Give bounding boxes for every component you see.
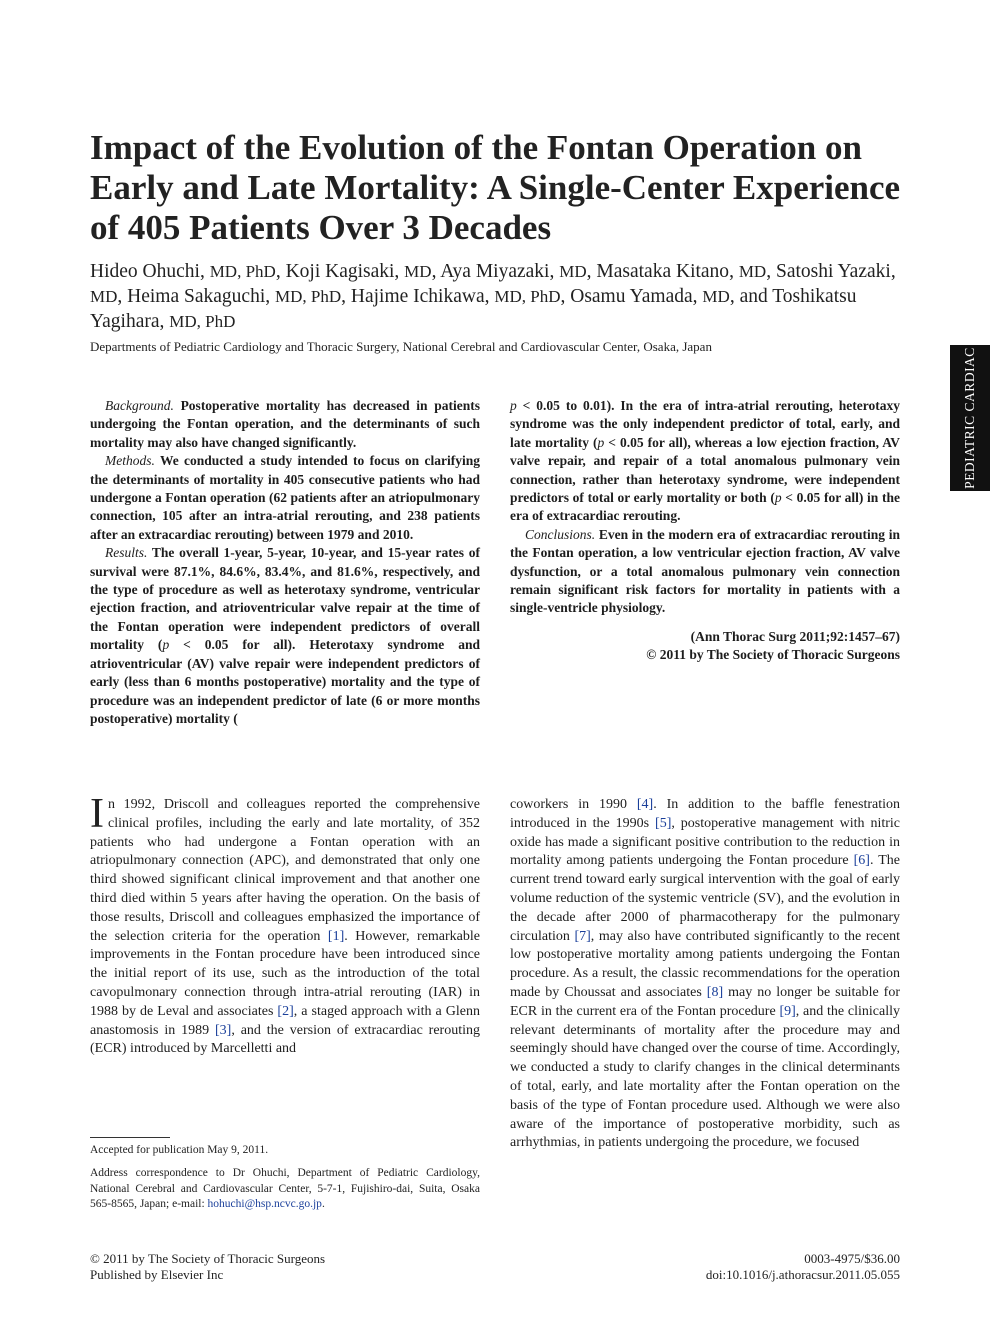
author-degree: MD xyxy=(90,287,118,306)
conclusions-label: Conclusions. xyxy=(525,526,596,542)
abstract-copyright: © 2011 by The Society of Thoracic Surgeons xyxy=(646,647,900,663)
author-name: Aya Miyazaki xyxy=(440,261,550,282)
abstract-right-column xyxy=(510,397,900,665)
journal-citation: (Ann Thorac Surg 2011;92:1457–67) © 2011 by The Society of Thoracic Surgeons xyxy=(646,628,900,663)
author-degree: MD, PhD xyxy=(209,262,276,281)
author-degree: MD, PhD xyxy=(275,287,342,306)
footer-issn: 0003-4975/$36.00 xyxy=(804,1251,900,1266)
abstract-results-continued: p < 0.05 to 0.01). In the era of intra-atrial rerouting, heterotaxy syndrome was the only independent predictor of total, early, and late mortality (p < 0.05 for all), whereas a low ejection fraction, AV valve repair, and repair of a total anomalous pulmonary vein connection, rather than heterotaxy syndrome, were independent predictors of total or early mortality or both (p < 0.05 for all) in the era of extracardiac rerouting. xyxy=(510,398,900,524)
abstract-left-column xyxy=(90,397,480,728)
footnote-divider xyxy=(90,1137,170,1138)
author-degree: MD xyxy=(738,262,767,281)
intro-paragraph: In 1992, Driscoll and colleagues reported the comprehensive clinical profiles, including the early and late mortality, of 352 patients who had undergone a Fontan operation with an atriopulmonary connection (APC), and demonstrated that only one third showed significant clinical improvement and that another one third died within 5 years after having the operation. On the basis of those results, Driscoll and colleagues emphasized the importance of the selection criteria for the operation [1]. However, remarkable improvements in the Fontan procedure have been introduced since the initial report of its use, such as the introduction of the total cavopulmonary connection through intra-atrial rerouting (IAR) in 1988 by de Leval and associates [2], a staged approach with a Glenn anastomosis in 1989 [3], and the version of extracardiac rerouting (ECR) introduced by Marcelletti and xyxy=(90,791,480,1057)
abstract-conclusions: Conclusions. Even in the modern era of extracardiac rerouting in the Fontan operation, a low ventricular ejection fraction, AV valve dysfunction, or a total anomalous pulmonary vein connection remain significant risk factors for mortality in patients with a single-ventricle physiology. xyxy=(510,526,900,616)
results-label: Results. xyxy=(105,545,148,561)
background-label: Background. xyxy=(105,398,174,413)
author-name: Hideo Ohuchi xyxy=(90,261,200,282)
footer-right xyxy=(706,1251,900,1283)
reference-link[interactable]: [6] xyxy=(853,853,870,869)
body-left-column xyxy=(90,791,480,1059)
footer-publisher: Published by Elsevier Inc xyxy=(90,1267,224,1282)
reference-link[interactable]: [8] xyxy=(706,984,724,1000)
author-list: Hideo Ohuchi, MD, PhD, Koji Kagisaki, MD, Aya Miyazaki, MD, Masataka Kitano, MD, Satoshi Yazaki, MD, Heima Sakaguchi, MD, PhD, Hajime Ichikawa, MD, PhD, Osamu Yamada, MD, and Toshikatsu Yagihara, MD, PhD xyxy=(90,261,896,332)
accepted-note: Accepted for publication May 9, 2011. xyxy=(90,1144,269,1156)
reference-link[interactable]: [9] xyxy=(779,1003,796,1019)
reference-link[interactable]: [7] xyxy=(574,928,591,944)
author-name: Koji Kagisaki xyxy=(285,261,395,282)
reference-link[interactable]: [5] xyxy=(655,815,672,831)
intro-paragraph-continued: coworkers in 1990 [4]. In addition to the baffle fenestration introduced in the 1990s [5], postoperative management with nitric oxide has made a significant positive contribution to the reduction in mortality among patients undergoing the Fontan procedure [6]. The current trend toward early surgical intervention with the goal of early volume reduction of the systemic ventricle (SV), and the evolution in the decade after 2000 of pharmacotherapy for the pulmonary circulation [7], may also have contributed significantly to the recent low postoperative mortality among patients undergoing the Fontan procedure. As a result, the classic recommendations for the operation made by Choussat and associates [8] may no longer be suitable for ECR in the current era of the Fontan procedure [9], and the clinically relevant determinants of mortality after the procedure may and seemingly should have changed over the course of time. Accordingly, we conducted a study to clarify changes in the clinical determinants of total, early, and late mortality after the Fontan operation on the basis of the type of Fontan procedure used. Although we were also aware of the importance of postoperative morbidity, such as arrhythmias, in patients undergoing the procedure, we focused xyxy=(510,797,901,1151)
footer-doi: doi:10.1016/j.athoracsur.2011.05.055 xyxy=(705,1267,900,1282)
author-degree: MD, PhD xyxy=(494,287,561,306)
reference-link[interactable]: [2] xyxy=(277,1003,294,1019)
author-name: Satoshi Yazaki xyxy=(775,261,891,282)
body-right-column xyxy=(510,796,900,1153)
footer-copyright: © 2011 by The Society of Thoracic Surgeons xyxy=(90,1251,326,1266)
abstract-background: Background. Postoperative mortality has decreased in patients undergoing the Fontan operation, and the determinants of such mortality may also have changed significantly. xyxy=(90,398,481,450)
author-degree: MD xyxy=(702,287,730,306)
reference-link[interactable]: [3] xyxy=(214,1022,232,1038)
affiliation: Departments of Pediatric Cardiology and Thoracic Surgery, National Cerebral and Cardiovascular Center, Osaka, Japan xyxy=(90,339,712,354)
author-name: Hajime Ichikawa xyxy=(350,286,485,307)
abstract-results: Results. The overall 1-year, 5-year, 10-year, and 15-year rates of survival were 87.1%, 84.6%, 83.4%, and 81.6%, respectively, and the type of procedure as well as heterotaxy syndrome, ventricular ejection fraction, and atrioventricular valve repair at the time of the Fontan operation were independent predictors of overall mortality (p < 0.05 for all). Heterotaxy syndrome and atrioventricular (AV) valve repair were independent predictors of early (less than 6 months postoperative) mortality and the type of procedure was an independent predictor of late (6 or more months postoperative) mortality ( xyxy=(90,545,480,726)
reference-link[interactable]: [1] xyxy=(327,928,345,944)
abstract-methods: Methods. We conducted a study intended to focus on clarifying the determinants of mortality in 405 consecutive patients who had undergone a Fontan operation (62 patients after an atriopulmonary connection, 105 after an intra-atrial rerouting, and 238 patients after an extracardiac rerouting) between 1979 and 2010. xyxy=(90,453,480,542)
methods-label: Methods. xyxy=(105,453,155,469)
footer-left xyxy=(90,1251,325,1283)
author-name: Masataka Kitano xyxy=(596,261,730,282)
author-degree: MD, PhD xyxy=(169,312,236,331)
author-degree: MD xyxy=(559,262,587,281)
article-title: Impact of the Evolution of the Fontan Operation on Early and Late Mortality: A Single-Center Experience of 405 Patients Over 3 Decades xyxy=(90,128,901,247)
author-name: Heima Sakaguchi xyxy=(127,286,266,307)
email-link[interactable]: hohuchi@hsp.ncvc.go.jp xyxy=(207,1198,322,1210)
author-name: Toshikatsu Yagihara xyxy=(90,286,857,332)
section-tab-label: PEDIATRIC CARDIAC xyxy=(962,347,978,489)
author-name: Osamu Yamada xyxy=(570,286,693,307)
correspondence-note: Address correspondence to Dr Ohuchi, Department of Pediatric Cardiology, National Cerebral and Cardiovascular Center, 5-7-1, Fujishiro-dai, Suita, Osaka 565-8565, Japan; e-mail: hohuchi@hsp.ncvc.go.jp. xyxy=(90,1167,480,1210)
author-degree: MD xyxy=(404,262,432,281)
drop-cap: I xyxy=(90,791,104,837)
reference-link[interactable]: [4] xyxy=(636,797,654,812)
section-tab xyxy=(950,345,990,491)
